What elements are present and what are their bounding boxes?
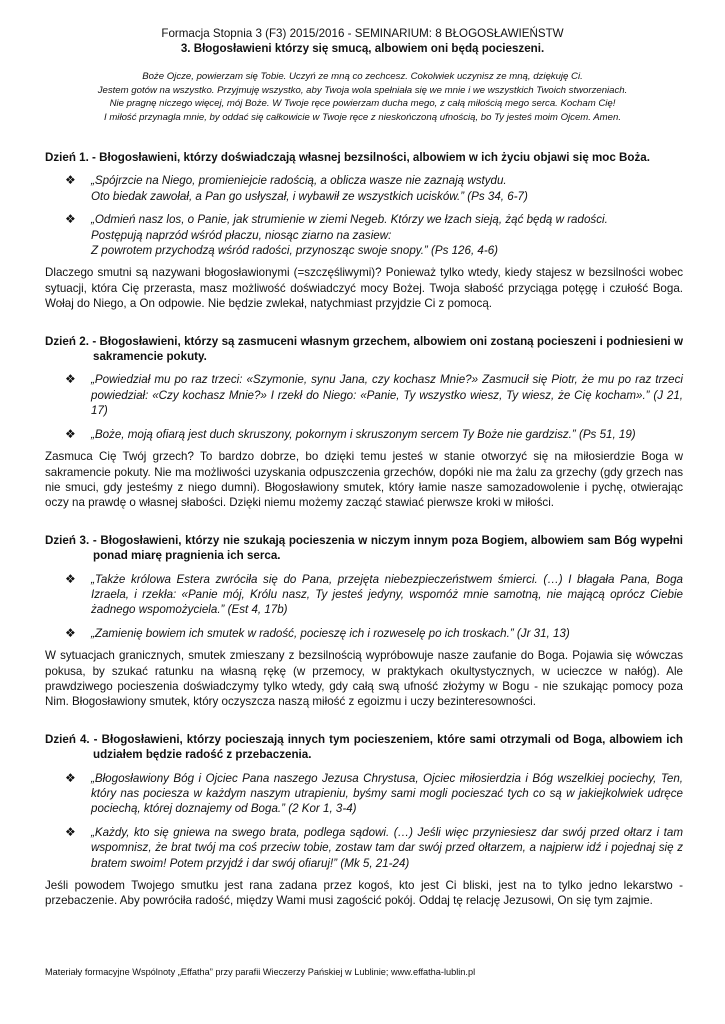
day-title: Dzień 4. - Błogosławieni, którzy pocieszają innych tym pocieszeniem, które sami otrzymali od Boga, albowiem ich udziałem będzie radość z przebaczenia. (45, 732, 683, 762)
reflection-text: W sytuacjach granicznych, smutek zmieszany z bezsilnością wypróbowuje nasze zaufanie do Boga. Pojawia się wówczas pokusa, by szukać ratunku na własną rękę (w przemocy, w praktykach okultystycznych, w ucieczce w nałóg). Ale prawdziwego pocieszenia doświadczymy tylko wtedy, gdy całą swą ufność złożymy w Bogu - nie szukając pomocy poza Nim. Błogosławiony smutek, który oczyszcza naszą miłość z egoizmu i uczy bezinteresowności. (45, 649, 683, 709)
quote-text: „Spójrzcie na Niego, promieniejcie radością, a oblicza wasze nie zaznają wstydu. Oto biedak zawołał, a Pan go usłyszał, i wybawił ze wszystkich ucisków.” (Ps 34, 6-7) (91, 174, 528, 203)
reflection-text: Jeśli powodem Twojego smutku jest rana zadana przez kogoś, kto jest Ci bliski, jest na to tylko jedno lekarstwo - przebaczenie. Aby powróciła radość, między Wami musi zagościć pokój. Oddaj tę relację Jezusowi, On się tym zajmie. (45, 879, 683, 908)
quote-text: „Odmień nasz los, o Panie, jak strumienie w ziemi Negeb. Którzy we łzach sieją, żąć będą w radości. Postępują naprzód wśród płaczu, niosąc ziarno na zasiew: Z powrotem przychodzą wśród radości, przynosząc swoje snopy.” (Ps 126, 4-6) (91, 213, 608, 258)
header-course-line: Formacja Stopnia 3 (F3) 2015/2016 - SEMINARIUM: 8 BŁOGOSŁAWIEŃSTW (161, 27, 564, 40)
days-content (45, 150, 683, 909)
document-footer: Materiały formacyjne Wspólnoty „Effatha” przy parafii Wieczerzy Pańskiej w Lublinie; www.effatha-lublin.pl (45, 967, 476, 977)
day-section-4 (45, 732, 683, 909)
day-title: Dzień 2. - Błogosławieni, którzy są zasmuceni własnym grzechem, albowiem oni zostaną pocieszeni i podniesieni w sakramencie pokuty. (45, 334, 683, 364)
scripture-quote (45, 572, 683, 618)
reflection-text: Zasmuca Cię Twój grzech? To bardzo dobrze, bo dzięki temu jesteś w stanie otworzyć się na miłosierdzie Boga w sakramencie pokuty. Nie ma możliwości uzyskania odpuszczenia grzechów, dopóki nie ma żalu za grzechy (gdy grzech nas nie smuci, gdy jesteśmy z niego dumni). Błogosławiony smutek, który łamie nasze samozadowolenie i pychę, otwierając oczy na prawdę o własnej słabości. Dzięki niemu możemy zacząć stawiać pierwsze kroki w miłości. (45, 450, 683, 510)
quote-text: „Także królowa Estera zwróciła się do Pana, przejęta niebezpieczeństwem śmierci. (…) I błagała Pana, Boga Izraela, i rzekła: «Panie mój, Królu nasz, Ty jesteś jedyny, wspomóż mnie samotną, nie mającą oprócz Ciebie żadnego wspomożyciela.” (Est 4, 17b) (91, 572, 683, 617)
scripture-quote (45, 212, 683, 258)
day-title: Dzień 1. - Błogosławieni, którzy doświadczają własnej bezsilności, albowiem w ich życiu objawi się moc Boża. (45, 151, 650, 164)
scripture-quote (45, 626, 683, 641)
diamond-bullet-icon: ❖ (65, 625, 76, 640)
day-section-1 (45, 150, 683, 312)
quote-text: „Boże, moją ofiarą jest duch skruszony, pokornym i skruszonym sercem Ty Boże nie gardzisz.” (Ps 51, 19) (91, 427, 636, 441)
scripture-quote (45, 825, 683, 871)
quote-text: „Każdy, kto się gniewa na swego brata, podlega sądowi. (…) Jeśli więc przyniesiesz dar swój przed ołtarz i tam wspomnisz, że brat twój ma coś przeciw tobie, zostaw tam dar swój przed ołtarzem, a najpierw idź i pojednaj się z bratem swoim! Potem przyjdź i dar swój ofiaruj!” (Mk 5, 21-24) (91, 825, 683, 870)
scripture-quote (45, 427, 683, 442)
diamond-bullet-icon: ❖ (65, 426, 76, 441)
prayer-line: Jestem gotów na wszystko. Przyjmuję wszystko, aby Twoja wola spełniała się we mnie i we wszystkich Twoich stworzeniach. (97, 84, 628, 96)
diamond-bullet-icon: ❖ (65, 173, 76, 188)
quote-text: „Zamienię bowiem ich smutek w radość, pocieszę ich i rozweselę po ich troskach.” (Jr 31, 13) (91, 626, 570, 640)
scripture-quote (45, 173, 683, 204)
scripture-quote (45, 771, 683, 817)
diamond-bullet-icon: ❖ (65, 212, 76, 227)
diamond-bullet-icon: ❖ (65, 372, 76, 387)
diamond-bullet-icon: ❖ (65, 770, 76, 785)
day-section-3 (45, 533, 683, 710)
reflection-text: Dlaczego smutni są nazywani błogosławionymi (=szczęśliwymi)? Ponieważ tylko wtedy, kiedy stajesz w bezsilności wobec sytuacji, która Cię przerasta, masz możliwość doświadczyć mocy Bożej. Twoja słabość przyciąga potęgę i czułość Boga. Wołaj do Niego, a On odpowie. Nie będzie zwlekał, natychmiast przyjdzie Ci z pomocą. (45, 266, 683, 311)
document-header (0, 0, 725, 56)
day-section-2 (45, 334, 683, 511)
scripture-quote (45, 372, 683, 418)
quote-text: „Błogosławiony Bóg i Ojciec Pana naszego Jezusa Chrystusa, Ojciec miłosierdzia i Bóg wszelkiej pociechy, Ten, który nas pociesza w każdym naszym utrapieniu, byśmy sami mogli pocieszać tych co są w jakiejkolwiek udręce pociechą, której doznajemy od Boga.” (2 Kor 1, 3-4) (91, 771, 683, 816)
diamond-bullet-icon: ❖ (65, 571, 76, 586)
header-topic-title: 3. Błogosławieni którzy się smucą, albowiem oni będą pocieszeni. (180, 42, 545, 55)
prayer-line: I miłość przynagla mnie, by oddać się całkowicie w Twoje ręce z nieskończoną ufnością, bo Ty jesteś moim Ojcem. Amen. (103, 111, 622, 123)
prayer-line: Boże Ojcze, powierzam się Tobie. Uczyń ze mną co zechcesz. Cokolwiek uczynisz ze mną, dziękuję Ci. (142, 71, 583, 82)
prayer-line: Nie pragnę niczego więcej, mój Boże. W Twoje ręce powierzam ducha mego, z całą miłością mego serca. Kocham Cię! (109, 98, 616, 109)
quote-text: „Powiedział mu po raz trzeci: «Szymonie, synu Jana, czy kochasz Mnie?» Zasmucił się Piotr, że mu po raz trzeci powiedział: «Czy kochasz Mnie?» I rzekł do Niego: «Panie, Ty wszystko wiesz, Ty wiesz, że Cię kocham».” (J 21, 17) (91, 373, 683, 418)
day-title: Dzień 3. - Błogosławieni, którzy nie szukają pocieszenia w niczym innym poza Bogiem, albowiem sam Bóg wypełni ponad miarę pragnienia ich serca. (45, 533, 683, 563)
diamond-bullet-icon: ❖ (65, 824, 76, 839)
prayer-block (30, 70, 695, 124)
